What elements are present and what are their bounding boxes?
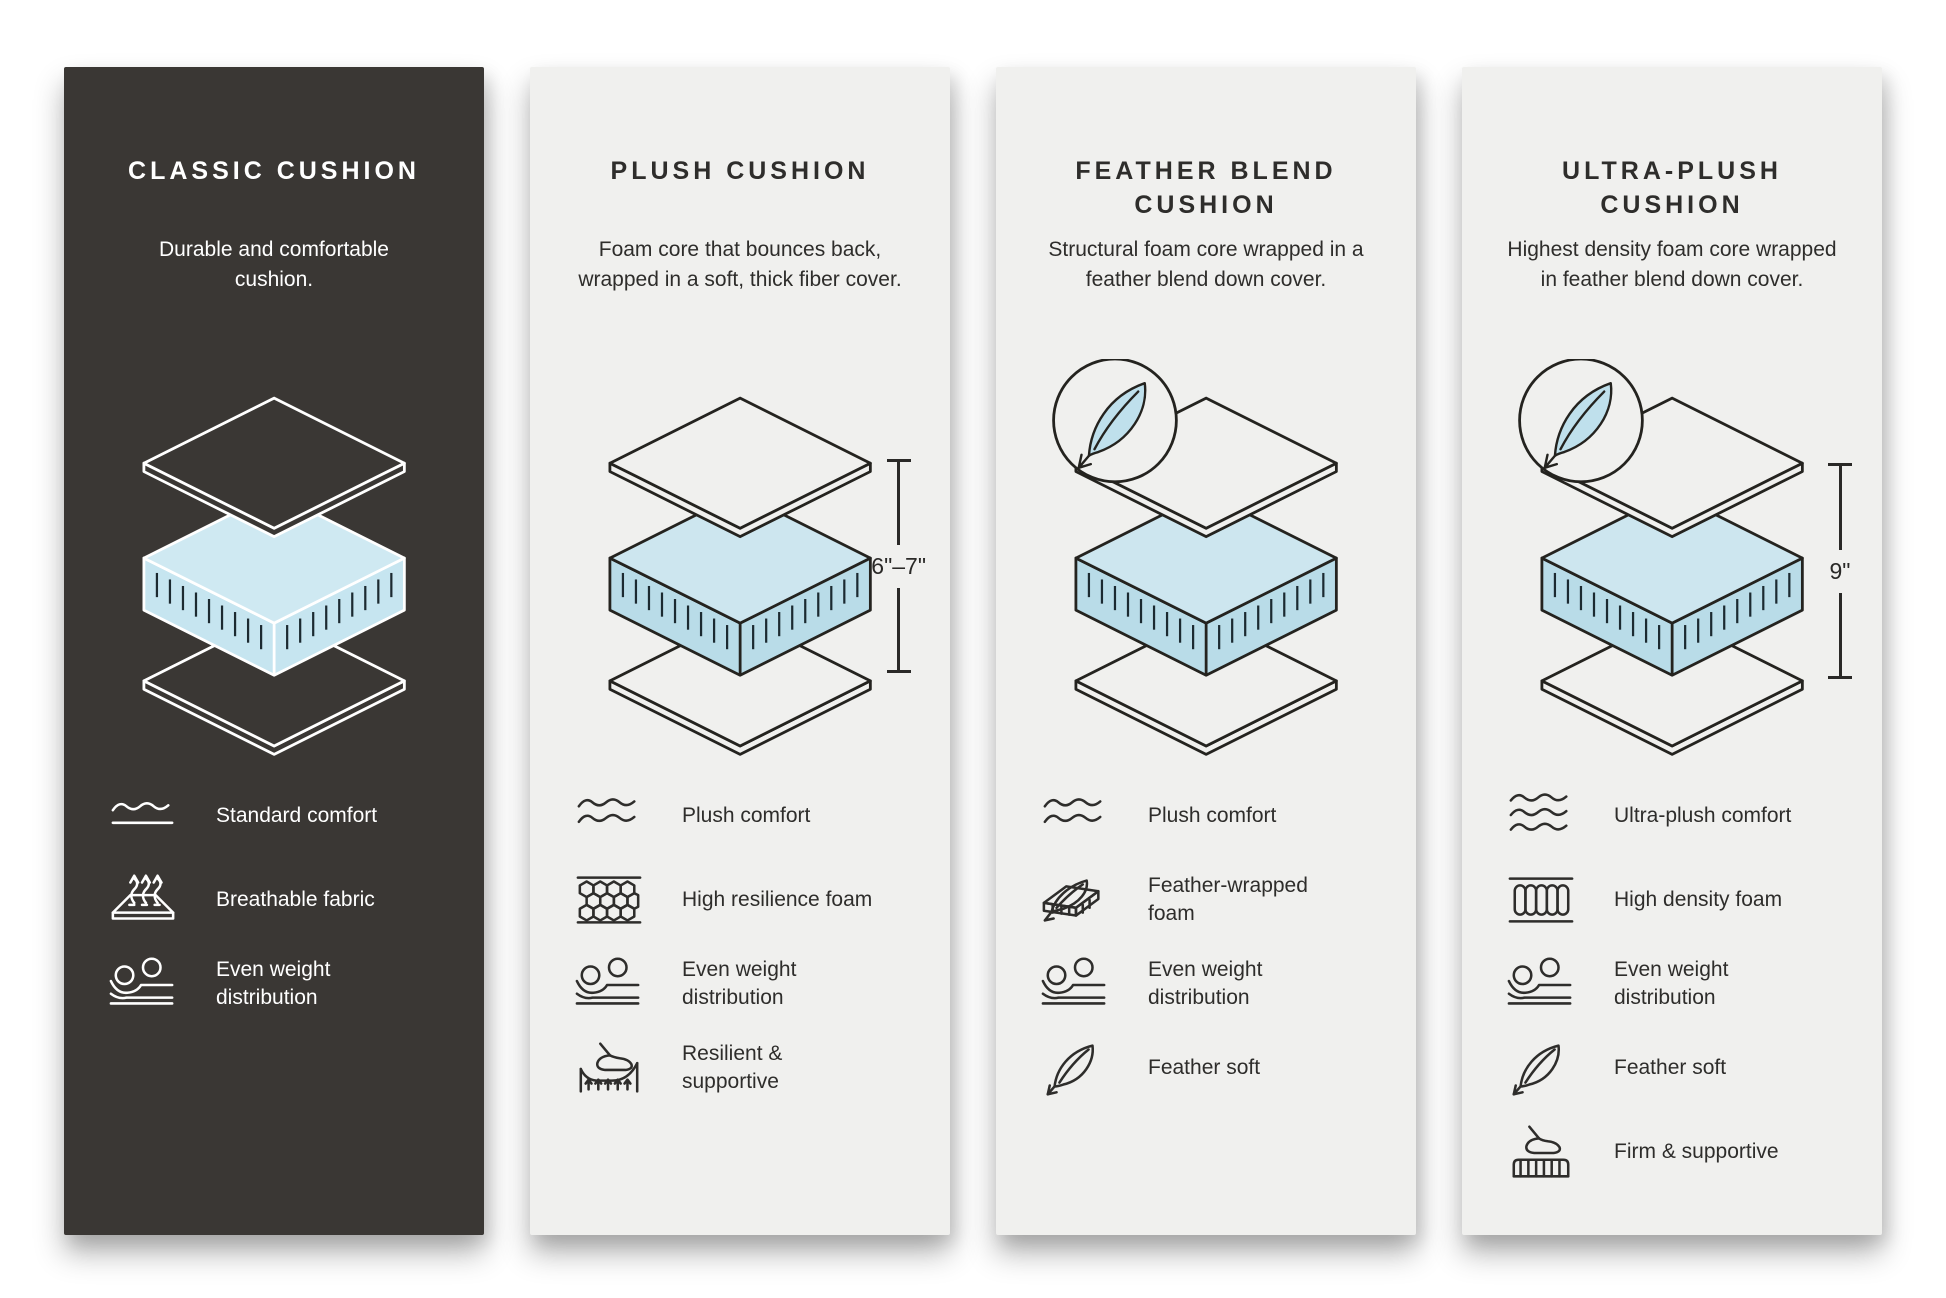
feature-list: [1036, 787, 1376, 1123]
feature-row: [1036, 1039, 1376, 1097]
feature-row: [570, 871, 910, 929]
dimension-cap: [1828, 676, 1852, 679]
honeycomb-foam-icon: [570, 872, 648, 928]
cushion-layers-diagram: [104, 359, 444, 759]
feature-row: [1502, 787, 1842, 845]
feature-label: Firm & supportive: [1614, 1140, 1779, 1164]
feature-label: Feather soft: [1148, 1056, 1261, 1080]
card-description: Structural foam core wrapped in a feather blend down cover.: [1048, 238, 1364, 292]
feature-row: [104, 871, 444, 929]
cushion-diagram-art: [1514, 359, 1830, 759]
feature-label: Plush comfort: [682, 804, 811, 828]
feature-row: [570, 955, 910, 1013]
feature-label: Feather-wrapped foam: [1148, 874, 1308, 925]
dimension-label: 9": [1829, 557, 1851, 584]
wave-triple-icon: [1502, 788, 1580, 844]
feature-list: [104, 787, 444, 1039]
feather-badge-icon: [1519, 359, 1642, 482]
dimension-label: 6"–7": [871, 552, 926, 579]
feature-label: Standard comfort: [216, 804, 378, 828]
even-weight-icon: [1036, 956, 1114, 1012]
dimension-cap: [887, 670, 911, 673]
feature-row: [1036, 787, 1376, 845]
cushion-layers-diagram: [1502, 359, 1851, 759]
feature-label: Breathable fabric: [216, 888, 375, 912]
feature-row: [1502, 1039, 1842, 1097]
feature-label: Even weight distribution: [682, 958, 797, 1009]
feather-icon: [1502, 1040, 1580, 1096]
cushion-layers-diagram: [1036, 359, 1376, 759]
wave-double-icon: [1036, 788, 1114, 844]
feature-row: [1036, 955, 1376, 1013]
cushion-diagram-art: [582, 359, 898, 759]
card-feather-blend-cushion: [996, 67, 1416, 1235]
card-title: PLUSH CUSHION: [610, 157, 870, 185]
wave-double-icon: [570, 788, 648, 844]
feature-row: [570, 787, 910, 845]
even-weight-icon: [104, 956, 182, 1012]
feature-label: Resilient & supportive: [682, 1042, 783, 1093]
feature-list: [1502, 787, 1842, 1207]
dimension-line: [897, 462, 900, 545]
wave-single-icon: [104, 788, 182, 844]
feature-row: [570, 1039, 910, 1097]
cushion-diagram-art: [116, 359, 432, 759]
card-title: FEATHER BLEND CUSHION: [1075, 157, 1337, 219]
feature-label: High resilience foam: [682, 888, 873, 912]
card-ultra-plush-cushion: [1462, 67, 1882, 1235]
feature-row: [1502, 871, 1842, 929]
foot-firm-icon: [1502, 1124, 1580, 1180]
cushion-diagram-art: [1048, 359, 1364, 759]
cushion-layers-diagram: [570, 359, 926, 759]
even-weight-icon: [570, 956, 648, 1012]
dimension-line: [897, 588, 900, 671]
feature-label: Even weight distribution: [216, 958, 331, 1009]
feature-label: Feather soft: [1614, 1056, 1727, 1080]
feature-row: [1502, 955, 1842, 1013]
feature-label: Even weight distribution: [1614, 958, 1729, 1009]
feature-row: [104, 955, 444, 1013]
card-title: ULTRA-PLUSH CUSHION: [1562, 157, 1782, 219]
card-classic-cushion: [64, 67, 484, 1235]
card-title: CLASSIC CUSHION: [128, 157, 420, 185]
feature-label: Plush comfort: [1148, 804, 1277, 828]
feather-badge-icon: [1053, 359, 1176, 482]
card-description: Durable and comfortable cushion.: [159, 238, 389, 292]
feature-row: [104, 787, 444, 845]
height-dimension: [871, 459, 926, 673]
feature-row: [1502, 1123, 1842, 1181]
feather-foam-icon: [1036, 872, 1114, 928]
breathable-fabric-icon: [104, 872, 182, 928]
foam-cells-icon: [1502, 872, 1580, 928]
card-plush-cushion: [530, 67, 950, 1235]
height-dimension: [1828, 463, 1852, 679]
feature-label: Ultra-plush comfort: [1614, 804, 1792, 828]
foot-support-icon: [570, 1040, 648, 1096]
card-description: Highest density foam core wrapped in feather blend down cover.: [1507, 238, 1837, 292]
feature-label: Even weight distribution: [1148, 958, 1263, 1009]
feather-icon: [1036, 1040, 1114, 1096]
card-description: Foam core that bounces back, wrapped in a soft, thick fiber cover.: [578, 238, 902, 292]
even-weight-icon: [1502, 956, 1580, 1012]
dimension-line: [1839, 466, 1842, 550]
feature-row: [1036, 871, 1376, 929]
feature-label: High density foam: [1614, 888, 1783, 912]
dimension-line: [1839, 593, 1842, 677]
feature-list: [570, 787, 910, 1123]
